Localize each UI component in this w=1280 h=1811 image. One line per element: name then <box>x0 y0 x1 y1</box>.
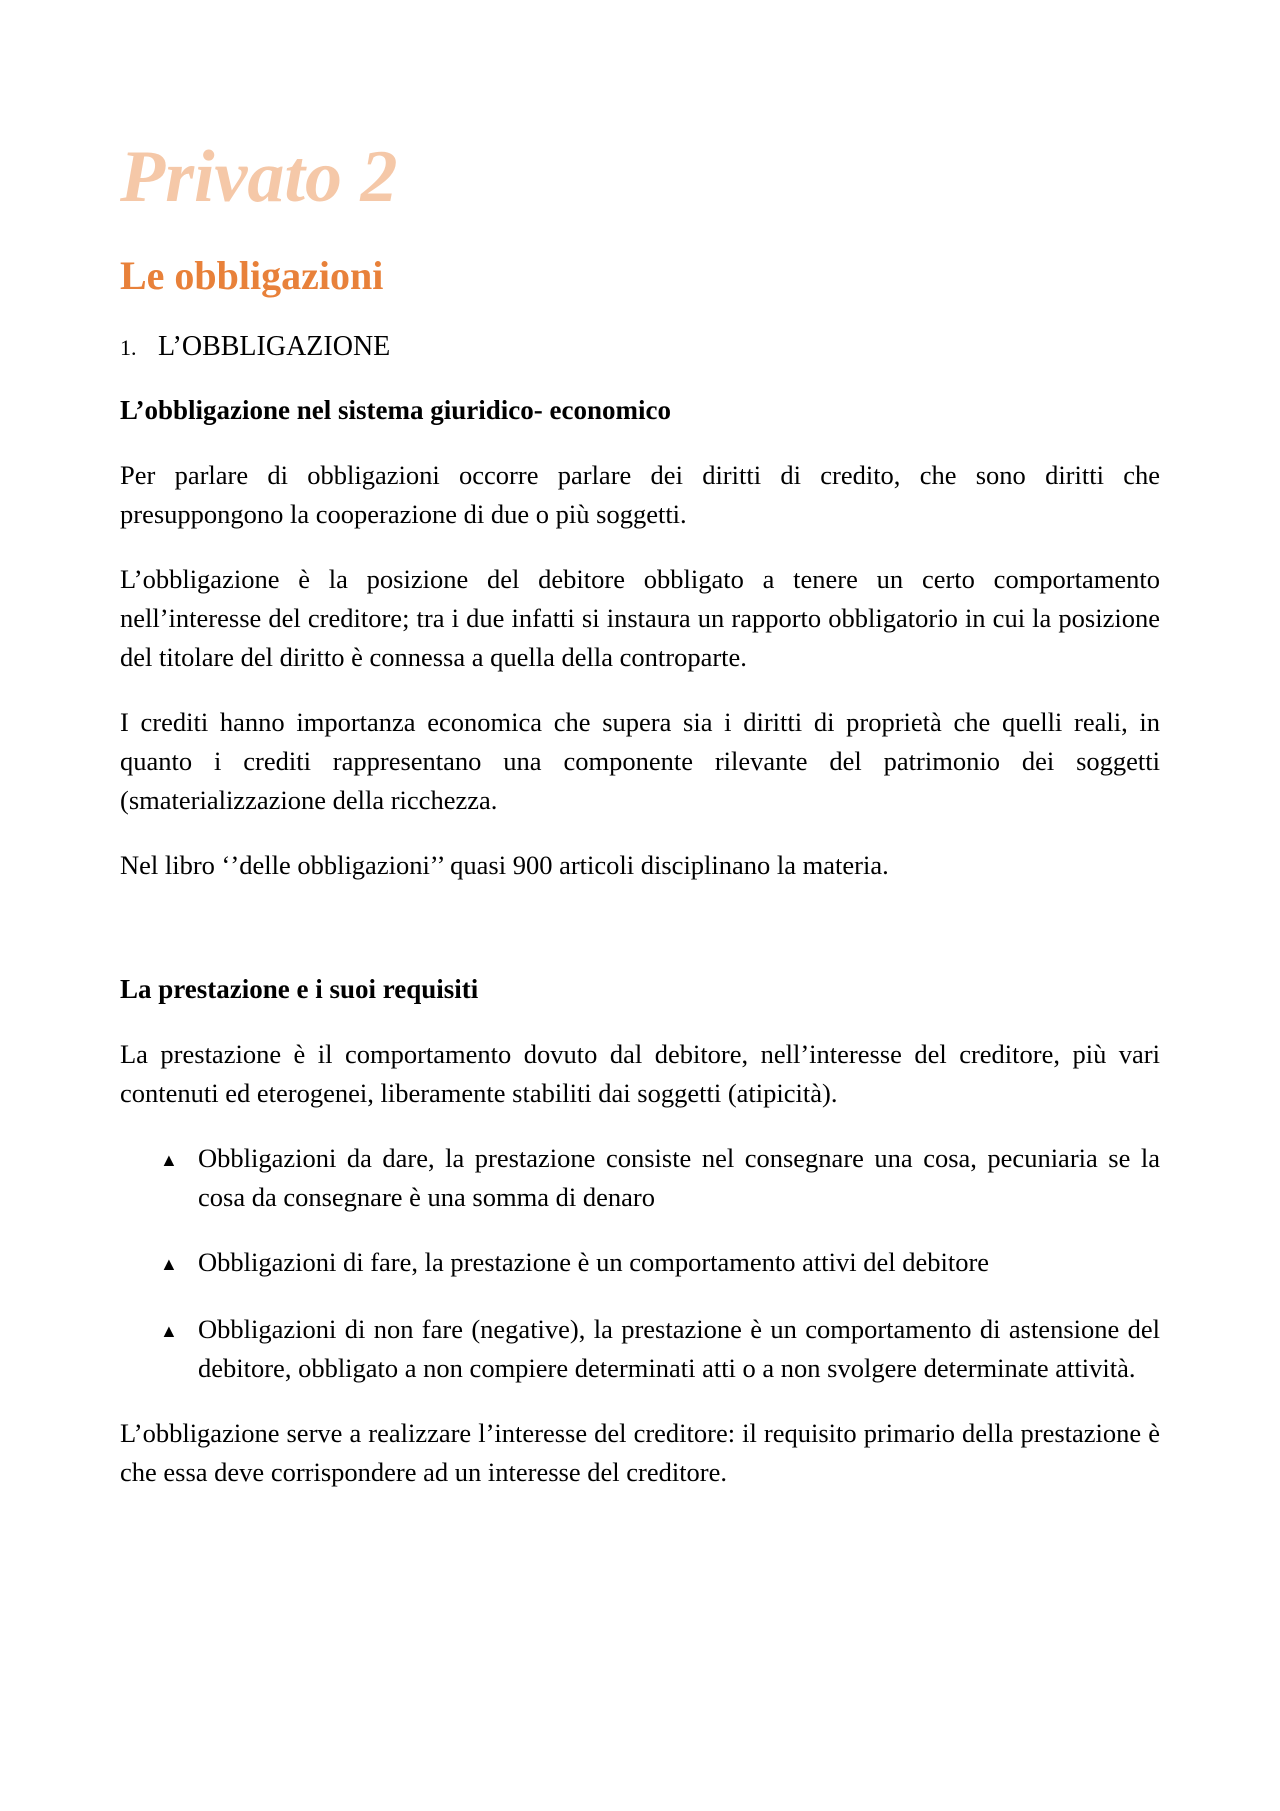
document-subtitle: Le obbligazioni <box>120 253 384 298</box>
document-page <box>120 136 1160 1518</box>
chapter-number: 1. <box>120 335 137 360</box>
list-item <box>160 1310 1160 1388</box>
list-item <box>160 1139 1160 1217</box>
section-heading: La prestazione e i suoi requisiti <box>120 973 479 1004</box>
section-spacer <box>120 911 1160 973</box>
paragraph: Nel libro ‘’delle obbligazioni’’ quasi 900 articoli disciplinano la materia. <box>120 849 889 880</box>
chapter-label: L’OBBLIGAZIONE <box>158 331 391 362</box>
paragraph: Per parlare di obbligazioni occorre parlare dei diritti di credito, che sono diritti che presuppongono la cooperazione di due o più soggetti. <box>120 459 1160 529</box>
list-item-text: Obbligazioni da dare, la prestazione consiste nel consegnare una cosa, pecuniaria se la cosa da consegnare è una somma di denaro <box>198 1143 1160 1213</box>
section-heading: L’obbligazione nel sistema giuridico- economico <box>120 394 671 425</box>
paragraph: L’obbligazione è la posizione del debitore obbligato a tenere un certo comportamento nell’interesse del creditore; tra i due infatti si instaura un rapporto obbligatorio in cui la posizione del titolare del diritto è connessa a quella della controparte. <box>120 563 1160 672</box>
bullet-list <box>120 1139 1160 1388</box>
triangle-up-icon: ▲ <box>160 1321 178 1342</box>
triangle-up-icon: ▲ <box>160 1254 178 1275</box>
list-item <box>160 1243 1160 1284</box>
paragraph: I crediti hanno importanza economica che supera sia i diritti di proprietà che quelli reali, in quanto i crediti rappresentano una componente rilevante del patrimonio dei soggetti (smaterializzazione della ricchezza. <box>120 706 1160 815</box>
paragraph: L’obbligazione serve a realizzare l’interesse del creditore: il requisito primario della prestazione è che essa deve corrispondere ad un interesse del creditore. <box>120 1418 1160 1488</box>
list-item-text: Obbligazioni di fare, la prestazione è un comportamento attivi del debitore <box>198 1247 990 1278</box>
document-title: Privato 2 <box>120 136 398 218</box>
triangle-up-icon: ▲ <box>160 1150 178 1171</box>
list-item-text: Obbligazioni di non fare (negative), la prestazione è un comportamento di astensione del debitore, obbligato a non compiere determinati atti o a non svolgere determinate attività. <box>198 1314 1160 1384</box>
paragraph: La prestazione è il comportamento dovuto dal debitore, nell’interesse del creditore, più vari contenuti ed eterogenei, liberamente stabiliti dai soggetti (atipicità). <box>120 1039 1160 1109</box>
chapter-heading <box>120 330 1160 364</box>
